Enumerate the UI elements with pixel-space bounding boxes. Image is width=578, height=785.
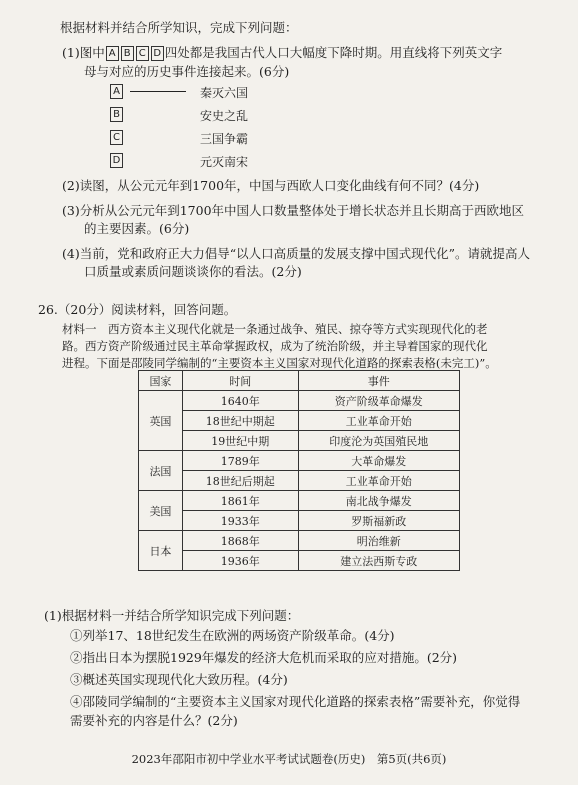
country-cell: 英国: [139, 391, 183, 451]
match-row-b: [110, 107, 123, 123]
q3-line1: (3)分析从公元元年到1700年中国人口数量整体处于增长状态并且长期高于西欧地区: [62, 203, 525, 218]
time-cell: 1789年: [182, 451, 298, 471]
match-label-d: D: [110, 153, 123, 168]
q1-label-d: D: [151, 46, 164, 61]
q1-label-b: B: [121, 46, 134, 61]
q1-after-labels: 四处都是我国古代人口大幅度下降时期。用直线将下列英文字: [164, 45, 503, 60]
q26-header: 26.（20分）阅读材料，回答问题。: [38, 302, 237, 317]
time-cell: 18世纪后期起: [182, 471, 298, 491]
q26-material-line1: 材料一 西方资本主义现代化就是一条通过战争、殖民、掠夺等方式实现现代化的老: [62, 322, 488, 336]
match-event-a: 秦灭六国: [200, 86, 249, 100]
table-row: [139, 531, 460, 551]
q2-text: (2)读图，从公元元年到1700年，中国与西欧人口变化曲线有何不同？(4分): [62, 178, 480, 193]
country-cell: 美国: [139, 491, 183, 531]
match-event-c: 三国争霸: [200, 132, 249, 146]
table-row: [139, 511, 460, 531]
event-cell: 大革命爆发: [298, 451, 459, 471]
q4-line1: (4)当前，党和政府正大力倡导“以人口高质量的发展支撑中国式现代化”。请就提高人: [62, 246, 530, 261]
match-event-d: 元灭南宋: [200, 155, 249, 169]
time-cell: 19世纪中期: [182, 431, 298, 451]
q3-line2: 的主要因素。(6分): [84, 221, 190, 236]
q4-line2: 口质量或素质问题谈谈你的看法。(2分): [84, 264, 302, 279]
table-row: [139, 491, 460, 511]
q26-item4-line1: ④邵陵同学编制的“主要资本主义国家对现代化道路的探索表格”需要补充，你觉得: [70, 694, 521, 709]
event-cell: 建立法西斯专政: [298, 551, 459, 571]
match-label-c: C: [110, 130, 123, 145]
table-row: [139, 471, 460, 491]
match-row-c: [110, 130, 123, 146]
match-row-d: [110, 153, 123, 169]
time-cell: 1868年: [182, 531, 298, 551]
intro-text: 根据材料并结合所学知识，完成下列问题：: [60, 20, 298, 35]
table-header-row: [139, 371, 460, 391]
q1-line1: [62, 45, 502, 61]
event-cell: 明治维新: [298, 531, 459, 551]
q26-item3: ③概述英国实现现代化大致历程。(4分): [70, 672, 288, 687]
event-cell: 工业革命开始: [298, 471, 459, 491]
time-cell: 1640年: [182, 391, 298, 411]
q26-sub1: (1)根据材料一并结合所学知识完成下列问题：: [44, 608, 300, 623]
q1-line2: 母与对应的历史事件连接起来。(6分): [84, 64, 290, 79]
event-cell: 罗斯福新政: [298, 511, 459, 531]
q26-item1: ①列举17、18世纪发生在欧洲的两场资产阶级革命。(4分): [70, 628, 395, 643]
table-header-cell: 时间: [182, 371, 298, 391]
q1-label-a: A: [106, 46, 119, 61]
table-row: [139, 551, 460, 571]
q26-item4-line2: 需要补充的内容是什么？(2分): [70, 713, 238, 728]
table-header-cell: 国家: [139, 371, 183, 391]
table-row: [139, 431, 460, 451]
q26-material-line2: 路。西方资产阶级通过民主革命掌握政权，成为了统治阶级，并主导着国家的现代化: [62, 339, 488, 353]
time-cell: 1936年: [182, 551, 298, 571]
match-label-a: A: [110, 84, 123, 99]
time-cell: 1933年: [182, 511, 298, 531]
event-cell: 印度沦为英国殖民地: [298, 431, 459, 451]
table-row: [139, 451, 460, 471]
q1-label-c: C: [136, 46, 149, 61]
match-event-b: 安史之乱: [200, 109, 249, 123]
match-row-a: [110, 84, 123, 100]
event-cell: 南北战争爆发: [298, 491, 459, 511]
match-connector-line: [130, 91, 186, 92]
time-cell: 18世纪中期起: [182, 411, 298, 431]
match-label-b: B: [110, 107, 123, 122]
table-header-cell: 事件: [298, 371, 459, 391]
exploration-table: [138, 370, 460, 571]
table-row: [139, 391, 460, 411]
time-cell: 1861年: [182, 491, 298, 511]
q1-prefix: (1)图中: [62, 45, 105, 60]
page-footer: 2023年邵阳市初中学业水平考试试题卷(历史) 第5页(共6页): [131, 752, 447, 766]
table-row: [139, 411, 460, 431]
event-cell: 工业革命开始: [298, 411, 459, 431]
event-cell: 资产阶级革命爆发: [298, 391, 459, 411]
country-cell: 法国: [139, 451, 183, 491]
country-cell: 日本: [139, 531, 183, 571]
q26-material-line3: 进程。下面是邵陵同学编制的“主要资本主义国家对现代化道路的探索表格(未完工)”。: [62, 356, 497, 370]
q26-item2: ②指出日本为摆脱1929年爆发的经济大危机而采取的应对措施。(2分): [70, 650, 458, 665]
